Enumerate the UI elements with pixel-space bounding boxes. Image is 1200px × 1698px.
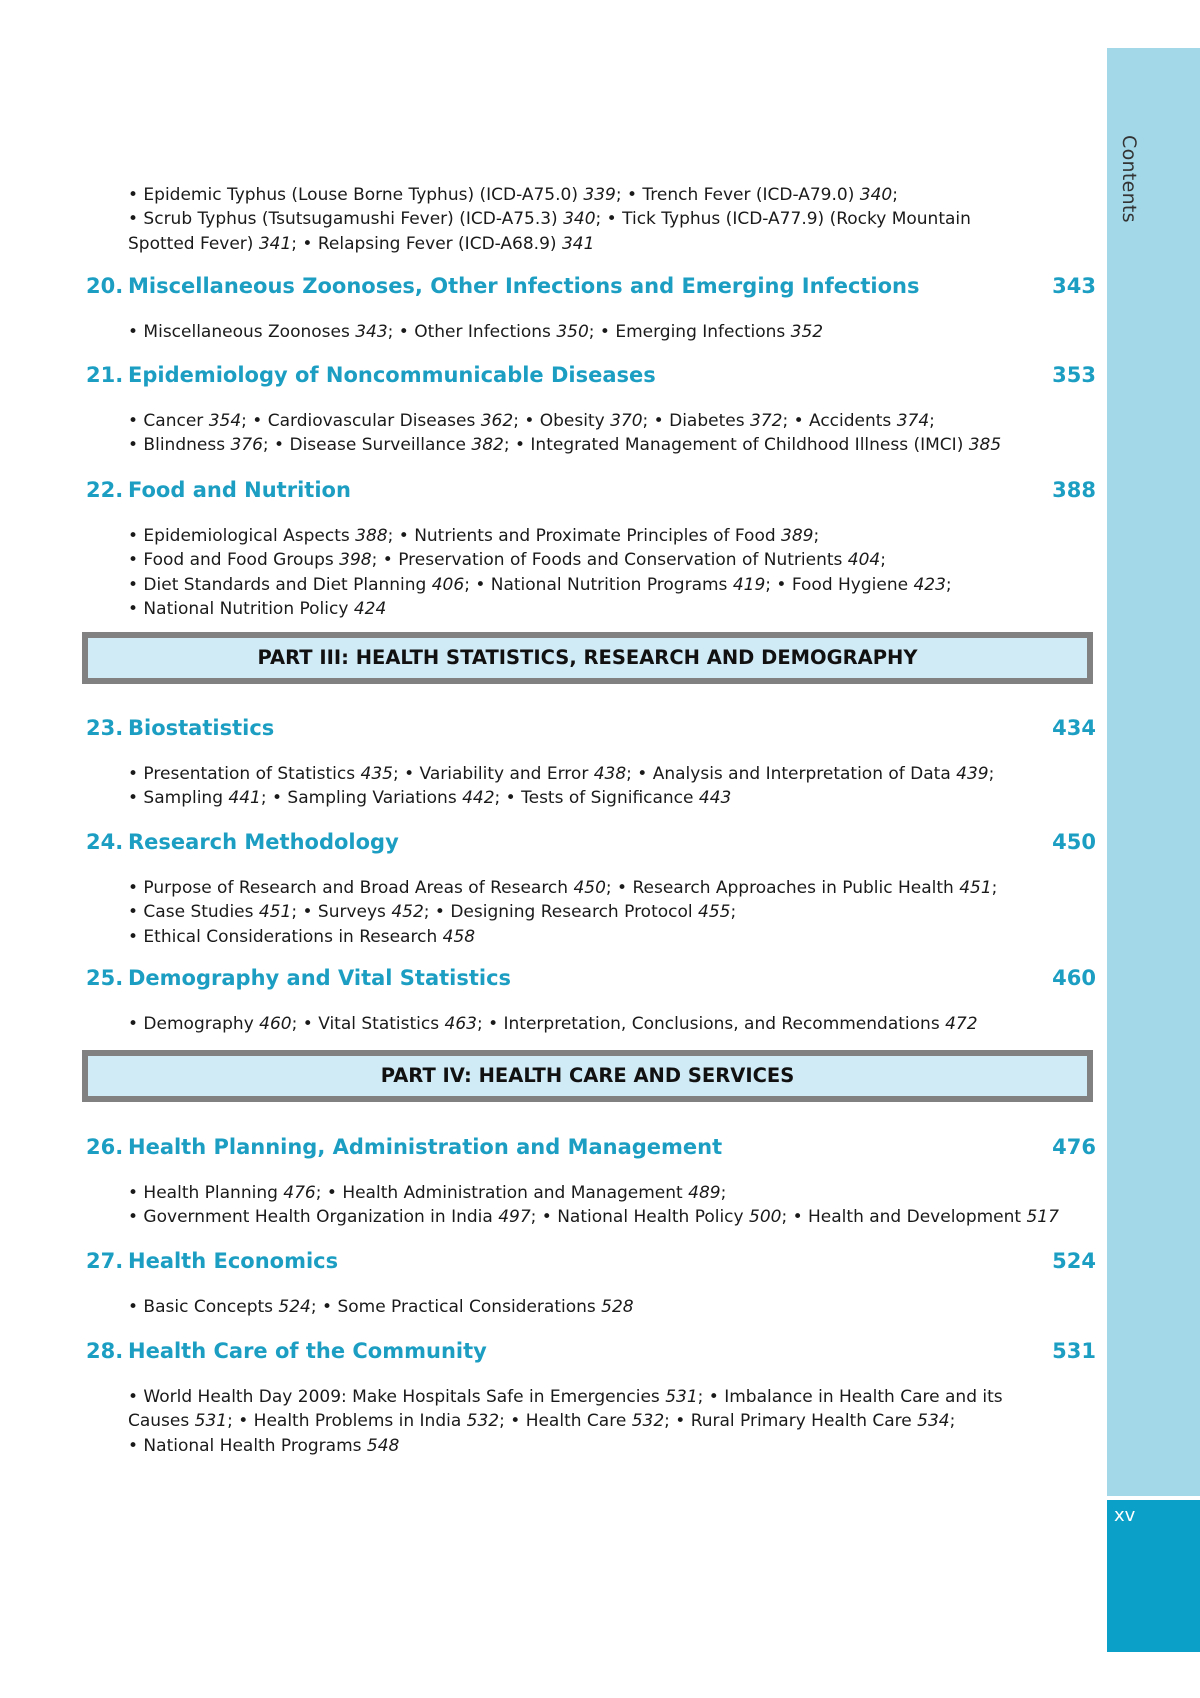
topic-line bbox=[128, 876, 997, 900]
topic-text: ; • Obesity bbox=[513, 411, 611, 431]
chapter-topics bbox=[128, 524, 952, 621]
topic-page-number: 534 bbox=[917, 1411, 950, 1432]
chapter-topics bbox=[128, 1295, 634, 1319]
chapter-page-number: 343 bbox=[1052, 274, 1096, 298]
topic-line bbox=[128, 925, 997, 949]
topic-page-number: 451 bbox=[258, 902, 292, 923]
topic-page-number: 423 bbox=[913, 574, 946, 595]
topic-text: • Health Planning bbox=[128, 1183, 284, 1203]
chapter-page-number: 353 bbox=[1052, 363, 1096, 387]
chapter-number: 20. bbox=[86, 274, 124, 298]
topic-page-number: 438 bbox=[593, 764, 627, 784]
topic-text: ; • Vital Statistics bbox=[291, 1014, 445, 1034]
topic-text: ; • National Nutrition Programs bbox=[464, 574, 733, 595]
chapter-title: Miscellaneous Zoonoses, Other Infections and Emerging Infections bbox=[128, 274, 920, 298]
chapter-page-number: 476 bbox=[1052, 1135, 1096, 1159]
chapter-page-number: 388 bbox=[1052, 478, 1096, 502]
topic-page-number: 524 bbox=[278, 1297, 311, 1317]
topic-page-number: 460 bbox=[259, 1014, 292, 1034]
topic-page-number: 343 bbox=[355, 322, 388, 342]
sidebar-label: Contents bbox=[1118, 135, 1140, 223]
topic-text: ; • National Health Policy bbox=[530, 1207, 749, 1228]
topic-line bbox=[128, 409, 1001, 433]
chapter-title: Health Planning, Administration and Management bbox=[128, 1135, 723, 1159]
topic-page-number: 374 bbox=[896, 411, 930, 431]
topic-text: ; • Trench Fever (ICD-A79.0) bbox=[615, 185, 860, 205]
topic-text: • Scrub Typhus (Tsutsugamushi Fever) (ICD-A75.3) bbox=[128, 209, 564, 230]
topic-text: ; • Relapsing Fever (ICD-A68.9) bbox=[291, 233, 562, 254]
chapter-page-number: 531 bbox=[1052, 1339, 1096, 1363]
chapter-page-number: 524 bbox=[1052, 1249, 1096, 1273]
topic-text: ; • Designing Research Protocol bbox=[423, 902, 699, 923]
chapter-topics bbox=[128, 1181, 1059, 1230]
topic-text: • National Health Programs bbox=[128, 1435, 367, 1456]
chapter-topics bbox=[128, 320, 823, 344]
topic-page-number: 450 bbox=[573, 878, 606, 898]
topic-text: ; • Disease Surveillance bbox=[262, 435, 472, 456]
topic-page-number: 404 bbox=[847, 550, 881, 571]
topic-line bbox=[128, 573, 952, 597]
topic-text: • Epidemiological Aspects bbox=[128, 526, 356, 546]
topic-text: • Epidemic Typhus (Louse Borne Typhus) (ICD-A75.0) bbox=[128, 185, 584, 205]
topic-text: • Government Health Organization in India bbox=[128, 1207, 499, 1228]
part-banner: PART III: HEALTH STATISTICS, RESEARCH AND DEMOGRAPHY bbox=[82, 632, 1093, 684]
topic-line bbox=[128, 232, 971, 256]
chapter-number: 24. bbox=[86, 830, 124, 854]
topic-page-number: 354 bbox=[208, 411, 242, 431]
topic-text: • Basic Concepts bbox=[128, 1297, 279, 1317]
topic-text: ; • Emerging Infections bbox=[588, 322, 791, 342]
topic-text: ; • Diabetes bbox=[642, 411, 750, 431]
topic-text: ; • Sampling Variations bbox=[260, 788, 463, 809]
topic-text: ; bbox=[813, 526, 820, 546]
topic-page-number: 452 bbox=[391, 902, 424, 923]
topic-text: ; • Food Hygiene bbox=[765, 574, 914, 595]
topic-page-number: 451 bbox=[959, 878, 992, 898]
topic-text: ; bbox=[949, 1411, 956, 1432]
chapter-page-number: 450 bbox=[1052, 830, 1096, 854]
topic-page-number: 389 bbox=[781, 526, 814, 546]
topic-text: ; • Some Practical Considerations bbox=[310, 1297, 602, 1317]
topic-page-number: 419 bbox=[732, 574, 766, 595]
chapter-title: Demography and Vital Statistics bbox=[128, 966, 512, 990]
chapter-title: Biostatistics bbox=[128, 716, 275, 740]
topic-page-number: 531 bbox=[194, 1411, 228, 1432]
topic-page-number: 455 bbox=[698, 902, 731, 923]
topic-text: ; • Accidents bbox=[782, 411, 897, 431]
topic-text: ; • Health Care bbox=[499, 1411, 632, 1432]
topic-page-number: 370 bbox=[610, 411, 643, 431]
topic-text: ; bbox=[880, 550, 886, 571]
topic-page-number: 528 bbox=[601, 1297, 634, 1317]
topic-text: ; bbox=[988, 764, 995, 784]
topic-text: • Diet Standards and Diet Planning bbox=[128, 574, 432, 595]
page-number: xv bbox=[1114, 1505, 1136, 1526]
chapter-number: 27. bbox=[86, 1249, 124, 1273]
topic-line bbox=[128, 548, 952, 572]
topic-page-number: 443 bbox=[698, 788, 732, 809]
topic-line bbox=[128, 1181, 1059, 1205]
chapter-heading[interactable] bbox=[86, 1339, 1096, 1369]
chapter-heading[interactable] bbox=[86, 716, 1096, 746]
chapter-number: 22. bbox=[86, 478, 124, 502]
chapter-heading[interactable] bbox=[86, 478, 1096, 508]
topic-text: ; bbox=[945, 574, 952, 595]
topic-line bbox=[128, 786, 994, 810]
topic-line bbox=[128, 1434, 1003, 1458]
topic-page-number: 458 bbox=[442, 926, 476, 947]
topic-page-number: 406 bbox=[431, 574, 465, 595]
topic-line bbox=[128, 900, 997, 924]
topic-text: ; bbox=[929, 411, 935, 431]
topic-text: ; • Rural Primary Health Care bbox=[664, 1411, 918, 1432]
topic-page-number: 532 bbox=[631, 1411, 665, 1432]
topic-text: • Blindness bbox=[128, 435, 231, 456]
topic-page-number: 362 bbox=[480, 411, 514, 431]
chapter-topics bbox=[128, 876, 997, 949]
chapter-title: Research Methodology bbox=[128, 830, 399, 854]
topic-page-number: 500 bbox=[749, 1207, 782, 1228]
topic-text: ; • Imbalance in Health Care and its bbox=[697, 1387, 1003, 1407]
part-banner: PART IV: HEALTH CARE AND SERVICES bbox=[82, 1050, 1093, 1102]
topic-page-number: 472 bbox=[945, 1014, 978, 1034]
topic-page-number: 532 bbox=[466, 1411, 500, 1432]
topic-page-number: 435 bbox=[360, 764, 393, 784]
topic-line bbox=[128, 320, 823, 344]
chapter-heading[interactable] bbox=[86, 830, 1096, 860]
topic-page-number: 385 bbox=[968, 435, 1002, 456]
topic-page-number: 340 bbox=[563, 209, 596, 230]
chapter-number: 28. bbox=[86, 1339, 124, 1363]
chapter-page-number: 434 bbox=[1052, 716, 1096, 740]
topic-page-number: 517 bbox=[1026, 1207, 1059, 1228]
topic-text: ; • Interpretation, Conclusions, and Recommendations bbox=[476, 1014, 946, 1034]
topic-page-number: 442 bbox=[462, 788, 495, 809]
topic-text: • Purpose of Research and Broad Areas of Research bbox=[128, 878, 574, 898]
topic-line bbox=[128, 1385, 1003, 1409]
chapter-heading[interactable] bbox=[86, 966, 1096, 996]
topic-page-number: 341 bbox=[561, 233, 595, 254]
chapter-title: Health Care of the Community bbox=[128, 1339, 487, 1363]
topic-line bbox=[128, 597, 952, 621]
topic-text: ; • Health Problems in India bbox=[227, 1411, 467, 1432]
topic-text: ; bbox=[991, 878, 998, 898]
chapter-heading[interactable] bbox=[86, 363, 1096, 393]
topic-text: Causes bbox=[128, 1411, 195, 1432]
topic-text: ; • Health and Development bbox=[781, 1207, 1027, 1228]
topic-text: • National Nutrition Policy bbox=[128, 598, 354, 619]
topic-page-number: 424 bbox=[353, 598, 387, 619]
topic-text: ; • Surveys bbox=[291, 902, 392, 923]
topic-page-number: 497 bbox=[498, 1207, 531, 1228]
topic-line bbox=[128, 524, 952, 548]
topic-page-number: 341 bbox=[258, 233, 292, 254]
topic-line bbox=[128, 1295, 634, 1319]
topic-text: • Ethical Considerations in Research bbox=[128, 926, 443, 947]
chapter-heading[interactable] bbox=[86, 1249, 1096, 1279]
topic-page-number: 388 bbox=[355, 526, 388, 546]
topic-text: • Cancer bbox=[128, 411, 209, 431]
topic-text: ; • Health Administration and Management bbox=[315, 1183, 689, 1203]
topic-line bbox=[128, 762, 994, 786]
chapter-number: 23. bbox=[86, 716, 124, 740]
topic-page-number: 548 bbox=[366, 1435, 400, 1456]
topic-line bbox=[128, 433, 1001, 457]
topic-text: ; • Nutrients and Proximate Principles of Food bbox=[387, 526, 782, 546]
topic-text: • World Health Day 2009: Make Hospitals Safe in Emergencies bbox=[128, 1387, 666, 1407]
chapter-topics bbox=[128, 1012, 978, 1036]
topic-text: • Miscellaneous Zoonoses bbox=[128, 322, 356, 342]
topic-line bbox=[128, 1205, 1059, 1229]
chapter-topics bbox=[128, 1385, 1003, 1458]
topic-page-number: 398 bbox=[339, 550, 372, 571]
chapter-heading[interactable] bbox=[86, 1135, 1096, 1165]
chapter-heading[interactable] bbox=[86, 274, 1096, 304]
topic-text: • Sampling bbox=[128, 788, 229, 809]
topic-line bbox=[128, 183, 971, 207]
topic-page-number: 489 bbox=[688, 1183, 721, 1203]
topic-page-number: 439 bbox=[956, 764, 989, 784]
topic-text: ; bbox=[892, 185, 898, 205]
topic-text: ; • Analysis and Interpretation of Data bbox=[626, 764, 957, 784]
topic-text: ; • Cardiovascular Diseases bbox=[241, 411, 481, 431]
contents-sidebar bbox=[1107, 48, 1200, 1496]
topic-text: ; bbox=[720, 1183, 727, 1203]
topic-page-number: 476 bbox=[283, 1183, 316, 1203]
topic-page-number: 382 bbox=[471, 435, 504, 456]
topic-page-number: 441 bbox=[228, 788, 261, 809]
topic-page-number: 339 bbox=[583, 185, 616, 205]
topic-text: ; • Tests of Significance bbox=[494, 788, 699, 809]
topic-line bbox=[128, 1012, 978, 1036]
topic-line bbox=[128, 1409, 1003, 1433]
chapter-number: 26. bbox=[86, 1135, 124, 1159]
chapter-page-number: 460 bbox=[1052, 966, 1096, 990]
topic-line bbox=[128, 207, 971, 231]
topic-text: ; • Integrated Management of Childhood Illness (IMCI) bbox=[503, 435, 969, 456]
topic-text: Spotted Fever) bbox=[128, 233, 259, 254]
chapter-topics bbox=[128, 183, 971, 256]
chapter-title: Food and Nutrition bbox=[128, 478, 351, 502]
topic-text: • Demography bbox=[128, 1014, 260, 1034]
topic-page-number: 531 bbox=[665, 1387, 698, 1407]
chapter-topics bbox=[128, 762, 994, 811]
topic-page-number: 340 bbox=[859, 185, 893, 205]
topic-text: • Food and Food Groups bbox=[128, 550, 340, 571]
topic-text: ; • Variability and Error bbox=[392, 764, 594, 784]
topic-page-number: 372 bbox=[749, 411, 783, 431]
chapter-title: Epidemiology of Noncommunicable Diseases bbox=[128, 363, 656, 387]
chapter-number: 25. bbox=[86, 966, 124, 990]
topic-text: • Presentation of Statistics bbox=[128, 764, 361, 784]
chapter-topics bbox=[128, 409, 1001, 458]
topic-text: ; • Preservation of Foods and Conservation of Nutrients bbox=[371, 550, 848, 571]
topic-text: ; • Research Approaches in Public Health bbox=[605, 878, 960, 898]
topic-page-number: 350 bbox=[556, 322, 589, 342]
topic-text: ; • Other Infections bbox=[387, 322, 557, 342]
topic-page-number: 463 bbox=[444, 1014, 477, 1034]
topic-text: • Case Studies bbox=[128, 902, 259, 923]
chapter-number: 21. bbox=[86, 363, 124, 387]
chapter-title: Health Economics bbox=[128, 1249, 339, 1273]
topic-text: ; bbox=[730, 902, 737, 923]
topic-text: ; • Tick Typhus (ICD-A77.9) (Rocky Mountain bbox=[595, 209, 971, 230]
topic-page-number: 376 bbox=[230, 435, 263, 456]
topic-page-number: 352 bbox=[790, 322, 824, 342]
